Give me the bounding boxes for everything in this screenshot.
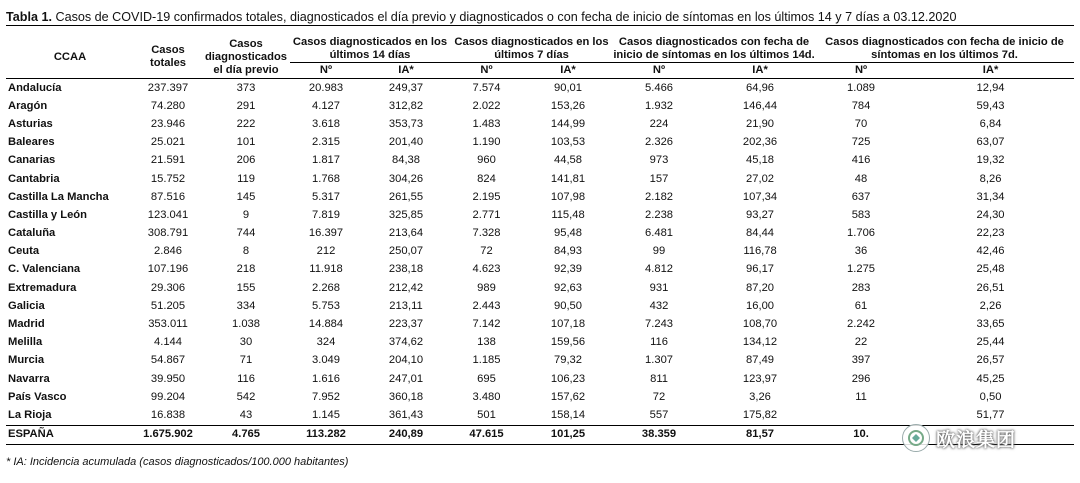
- table-cell: 247,01: [388, 372, 424, 385]
- table-cell: 33,65: [976, 318, 1005, 331]
- table-cell: 202,36: [742, 136, 778, 149]
- table-cell: 84,93: [554, 245, 582, 258]
- table-cell: 324: [316, 336, 336, 349]
- table-cell: 5.466: [645, 81, 674, 94]
- table-cell: 16.838: [150, 408, 186, 421]
- table-cell: 308.791: [147, 227, 189, 240]
- table-cell: 1.275: [847, 263, 876, 276]
- table-cell: 36: [854, 245, 868, 258]
- table-cell: 81,57: [705, 425, 815, 444]
- table-cell: 695: [477, 372, 496, 385]
- table-row: [6, 334, 1074, 352]
- table-cell: 312,82: [388, 99, 424, 112]
- table-cell: 12,94: [976, 81, 1005, 94]
- table-cell: 22: [854, 336, 868, 349]
- table-body: [6, 79, 1074, 445]
- table-cell: 138: [477, 336, 496, 349]
- region-name: Aragón: [8, 99, 48, 112]
- table-cell: 72: [480, 245, 493, 258]
- table-cell: 24,30: [976, 208, 1005, 221]
- table-cell: 155: [236, 281, 256, 294]
- table-row: [6, 152, 1074, 170]
- table-cell: 4.623: [472, 263, 501, 276]
- table-cell: 3.480: [472, 390, 501, 403]
- table-cell: 19,32: [976, 154, 1005, 167]
- table-cell: 72: [652, 390, 666, 403]
- table-cell: 107,98: [550, 190, 586, 203]
- subheader-n: Nº: [613, 63, 705, 79]
- table-cell: 31,34: [976, 190, 1005, 203]
- table-cell: 304,26: [388, 172, 424, 185]
- table-row: [6, 352, 1074, 370]
- table-cell: 47.615: [450, 425, 523, 444]
- table-row: [6, 261, 1074, 279]
- table-cell: 824: [477, 172, 496, 185]
- table-cell: 175,82: [742, 408, 778, 421]
- table-cell: 7.952: [312, 390, 340, 403]
- table-cell: 2.182: [645, 190, 674, 203]
- watermark-text: 欧浪集团: [936, 429, 1017, 451]
- table-cell: 2.022: [472, 99, 501, 112]
- table-cell: 159,56: [550, 336, 586, 349]
- table-cell: 989: [477, 281, 496, 294]
- table-cell: 96,17: [746, 263, 775, 276]
- table-cell: 222: [236, 117, 256, 130]
- table-cell: 2.326: [645, 136, 674, 149]
- table-cell: 296: [851, 372, 871, 385]
- table-cell: 6,84: [979, 117, 1002, 130]
- table-cell: 113.282: [290, 425, 362, 444]
- table-cell: 7.819: [312, 208, 340, 221]
- table-cell: 45,25: [976, 372, 1005, 385]
- table-cell: 48: [854, 172, 868, 185]
- table-cell: 101,25: [523, 425, 613, 444]
- table-cell: 7.243: [645, 318, 674, 331]
- header-diag-14: Casos diagnosticados en los últimos 14 días: [290, 36, 450, 63]
- table-cell: 218: [236, 263, 256, 276]
- table-cell: 542: [236, 390, 256, 403]
- region-name: ESPAÑA: [6, 425, 134, 444]
- header-diag-7: Casos diagnosticados en los últimos 7 días: [450, 36, 613, 63]
- table-cell: 107,34: [742, 190, 778, 203]
- table-cell: 213,11: [389, 299, 423, 312]
- table-cell: 2,26: [979, 299, 1002, 312]
- table-cell: [815, 406, 907, 425]
- table-cell: 2.268: [312, 281, 340, 294]
- subheader-ia: IA*: [523, 63, 613, 79]
- table-cell: 6.481: [645, 227, 674, 240]
- logo-icon: [902, 424, 930, 452]
- table-cell: 103,53: [550, 136, 586, 149]
- table-cell: 145: [236, 190, 256, 203]
- region-name: Navarra: [8, 372, 50, 385]
- table-cell: 84,38: [392, 154, 420, 167]
- table-cell: 107.196: [147, 263, 189, 276]
- table-cell: 123.041: [147, 208, 189, 221]
- table-cell: 8: [242, 245, 250, 258]
- table-cell: 59,43: [976, 99, 1005, 112]
- table-cell: 92,39: [554, 263, 582, 276]
- region-name: País Vasco: [8, 390, 67, 403]
- table-cell: 206: [236, 154, 256, 167]
- watermark: [902, 420, 1078, 456]
- table-cell: 2.315: [312, 136, 340, 149]
- table-cell: 7.328: [472, 227, 501, 240]
- region-name: Cataluña: [8, 227, 56, 240]
- region-name: Melilla: [8, 336, 43, 349]
- table-caption: [6, 9, 1074, 26]
- table-cell: 27,02: [746, 172, 775, 185]
- table-cell: 224: [649, 117, 669, 130]
- header-sint-7: Casos diagnosticados con fecha de inicio de síntomas en los últimos 7d.: [815, 36, 1074, 63]
- table-cell: 325,85: [388, 208, 424, 221]
- table-cell: 637: [851, 190, 871, 203]
- table-cell: 1.483: [472, 117, 501, 130]
- subheader-n: Nº: [290, 63, 362, 79]
- subheader-n: Nº: [450, 63, 523, 79]
- table-cell: 1.089: [847, 81, 876, 94]
- region-name: Murcia: [8, 354, 45, 367]
- table-cell: 106,23: [550, 372, 586, 385]
- table-cell: 212: [316, 245, 336, 258]
- table-row: [6, 206, 1074, 224]
- table-cell: 64,96: [746, 81, 775, 94]
- table-cell: 134,12: [742, 336, 778, 349]
- covid-cases-table: [6, 36, 1074, 445]
- subheader-n: Nº: [815, 63, 907, 79]
- table-cell: 4.144: [154, 336, 182, 349]
- table-cell: 240,89: [362, 425, 450, 444]
- table-row: [6, 279, 1074, 297]
- region-name: Canarias: [8, 154, 56, 167]
- table-cell: 158,14: [550, 408, 586, 421]
- table-cell: 63,07: [976, 136, 1005, 149]
- table-cell: 1.038: [232, 318, 260, 331]
- table-cell: 583: [851, 208, 871, 221]
- table-cell: 374,62: [388, 336, 424, 349]
- table-cell: 249,37: [388, 81, 424, 94]
- table-cell: 2.443: [472, 299, 501, 312]
- table-cell: 26,51: [976, 281, 1005, 294]
- table-cell: 725: [851, 136, 871, 149]
- table-cell: 238,18: [388, 263, 424, 276]
- table-cell: 54.867: [150, 354, 186, 367]
- table-row: [6, 134, 1074, 152]
- table-cell: 7.574: [472, 81, 501, 94]
- table-cell: 45,18: [746, 154, 775, 167]
- table-cell: 14.884: [308, 318, 344, 331]
- table-cell: 51.205: [150, 299, 186, 312]
- table-row: [6, 370, 1074, 388]
- table-cell: 353.011: [148, 318, 188, 331]
- table-cell: 87,20: [746, 281, 775, 294]
- table-cell: 42,46: [976, 245, 1005, 258]
- table-cell: 21.591: [150, 154, 186, 167]
- table-row: [6, 297, 1074, 315]
- table-cell: 107,18: [550, 318, 586, 331]
- table-cell: 212,42: [388, 281, 424, 294]
- table-cell: 26,57: [976, 354, 1005, 367]
- table-cell: 51,77: [976, 408, 1005, 421]
- header-ccaa: CCAA: [6, 36, 134, 79]
- table-row: [6, 188, 1074, 206]
- table-cell: 2.846: [154, 245, 182, 258]
- table-cell: 1.932: [645, 99, 674, 112]
- table-cell: 2.242: [847, 318, 876, 331]
- table-cell: 39.950: [150, 372, 186, 385]
- table-cell: 973: [649, 154, 669, 167]
- table-cell: 201,40: [388, 136, 424, 149]
- table-cell: 1.675.902: [134, 425, 202, 444]
- header-casos-dia-previo: Casos diagnosticados el día previo: [202, 36, 290, 79]
- footnote: * IA: Incidencia acumulada (casos diagnosticados/100.000 habitantes): [6, 456, 349, 468]
- table-cell: 123,97: [742, 372, 778, 385]
- region-name: Andalucía: [8, 81, 62, 94]
- table-cell: 1.185: [472, 354, 501, 367]
- table-cell: 87.516: [150, 190, 186, 203]
- table-cell: 223,37: [388, 318, 424, 331]
- region-name: Madrid: [8, 318, 45, 331]
- header-sint-14: Casos diagnosticados con fecha de inicio de síntomas en los últimos 14d.: [613, 36, 815, 61]
- table-cell: 92,63: [554, 281, 582, 294]
- region-name: Castilla La Mancha: [8, 190, 109, 203]
- table-cell: 3.049: [312, 354, 340, 367]
- table-cell: 1.768: [312, 172, 340, 185]
- table-cell: 5.317: [312, 190, 340, 203]
- table-row: [6, 97, 1074, 115]
- table-cell: 2.771: [472, 208, 501, 221]
- region-name: La Rioja: [8, 408, 52, 421]
- table-cell: 101: [236, 136, 256, 149]
- table-cell: 87,49: [746, 354, 775, 367]
- table-cell: 4.765: [202, 425, 290, 444]
- table-cell: 784: [851, 99, 871, 112]
- table-cell: 416: [851, 154, 871, 167]
- table-cell: 15.752: [150, 172, 186, 185]
- table-cell: 146,44: [742, 99, 778, 112]
- caption-label: Tabla 1.: [6, 10, 52, 24]
- table-cell: 116,78: [743, 245, 777, 258]
- subheader-ia: IA*: [705, 63, 815, 79]
- table-cell: 116: [650, 336, 668, 349]
- region-name: Extremadura: [8, 281, 77, 294]
- table-row: [6, 225, 1074, 243]
- table-cell: 1.616: [312, 372, 340, 385]
- table-cell: 79,32: [554, 354, 582, 367]
- table-cell: 20.983: [308, 81, 344, 94]
- table-row: [6, 315, 1074, 333]
- table-cell: 22,23: [976, 227, 1005, 240]
- table-cell: 84,44: [746, 227, 775, 240]
- table-cell: 361,43: [388, 408, 424, 421]
- table-cell: 250,07: [388, 245, 424, 258]
- table-cell: 557: [649, 408, 669, 421]
- table-cell: 291: [236, 99, 256, 112]
- caption-text: Casos de COVID-19 confirmados totales, diagnosticados el día previo y diagnosticados o con fecha de inicio de síntomas en los últimos 14 y 7 días a 03.12.2020: [51, 10, 957, 24]
- table-cell: 141,81: [550, 172, 586, 185]
- table-cell: 1.706: [847, 227, 876, 240]
- table-cell: 99: [652, 245, 666, 258]
- table-cell: 5.753: [312, 299, 340, 312]
- table-cell: 931: [649, 281, 669, 294]
- table-cell: 11: [855, 390, 867, 403]
- table-cell: 108,70: [742, 318, 778, 331]
- table-cell: 157,62: [550, 390, 586, 403]
- region-name: Castilla y León: [8, 208, 87, 221]
- table-cell: 153,26: [550, 99, 586, 112]
- region-name: Cantabria: [8, 172, 60, 185]
- table-cell: 38.359: [613, 425, 705, 444]
- table-cell: 2.238: [645, 208, 674, 221]
- region-name: C. Valenciana: [8, 263, 81, 276]
- table-cell: 119: [237, 172, 255, 185]
- table-cell: 353,73: [388, 117, 424, 130]
- table-cell: 30: [239, 336, 253, 349]
- table-cell: 99.204: [150, 390, 186, 403]
- table-cell: 16,00: [746, 299, 775, 312]
- table-cell: 61: [854, 299, 868, 312]
- table-cell: 90,50: [554, 299, 582, 312]
- table-cell: 1.190: [472, 136, 501, 149]
- table-cell: 90,01: [554, 81, 582, 94]
- subheader-ia: IA*: [362, 63, 450, 79]
- table-cell: 1.307: [645, 354, 674, 367]
- table-cell: 25,44: [976, 336, 1005, 349]
- table-cell: 70: [854, 117, 868, 130]
- table-cell: 144,99: [550, 117, 586, 130]
- table-cell: 9: [242, 208, 250, 221]
- table-row: [6, 388, 1074, 406]
- table-cell: 4.812: [645, 263, 674, 276]
- table-cell: 71: [239, 354, 253, 367]
- table-cell: 23.946: [150, 117, 186, 130]
- table-cell: 501: [477, 408, 496, 421]
- table-cell: 0,50: [979, 390, 1002, 403]
- table-cell: 21,90: [746, 117, 775, 130]
- table-cell: 261,55: [388, 190, 424, 203]
- table-row: [6, 243, 1074, 261]
- region-name: Galicia: [8, 299, 45, 312]
- table-cell: 1.817: [312, 154, 340, 167]
- table-cell: 7.142: [472, 318, 501, 331]
- table-cell: 744: [236, 227, 256, 240]
- table-cell: 2.195: [472, 190, 501, 203]
- table-cell: 237.397: [147, 81, 189, 94]
- region-name: Baleares: [8, 136, 55, 149]
- table-cell: 157: [649, 172, 669, 185]
- table-cell: 397: [851, 354, 871, 367]
- table-cell: 43: [239, 408, 253, 421]
- table-cell: 373: [236, 81, 256, 94]
- table-cell: 213,64: [388, 227, 424, 240]
- region-name: Ceuta: [8, 245, 40, 258]
- table-cell: 334: [236, 299, 256, 312]
- table-cell: 204,10: [388, 354, 424, 367]
- table-cell: 3,26: [749, 390, 771, 403]
- table-cell: 283: [851, 281, 871, 294]
- table-cell: 93,27: [746, 208, 775, 221]
- table-row: [6, 79, 1074, 98]
- table-cell: 95,48: [554, 227, 582, 240]
- header-casos-totales: Casos totales: [134, 36, 202, 79]
- table-cell: 3.618: [312, 117, 340, 130]
- table-cell: 1.145: [312, 408, 340, 421]
- table-row: [6, 115, 1074, 133]
- table-cell: 115,48: [551, 208, 585, 221]
- table-cell: 44,58: [554, 154, 582, 167]
- table-cell: 16.397: [308, 227, 344, 240]
- table-cell: 25,48: [976, 263, 1005, 276]
- table-cell: 29.306: [150, 281, 186, 294]
- table-cell: 10.: [815, 425, 907, 444]
- table-cell: 960: [477, 154, 496, 167]
- table-cell: 4.127: [312, 99, 340, 112]
- subheader-ia: IA*: [907, 63, 1074, 79]
- table-row: [6, 170, 1074, 188]
- table-cell: 811: [650, 372, 668, 385]
- table-cell: 25.021: [150, 136, 186, 149]
- table-cell: 8,26: [979, 172, 1002, 185]
- table-cell: 74.280: [150, 99, 186, 112]
- region-name: Asturias: [8, 117, 53, 130]
- table-cell: 116: [237, 372, 255, 385]
- table-cell: 11.918: [309, 263, 343, 276]
- table-cell: 432: [649, 299, 669, 312]
- table-cell: 360,18: [388, 390, 424, 403]
